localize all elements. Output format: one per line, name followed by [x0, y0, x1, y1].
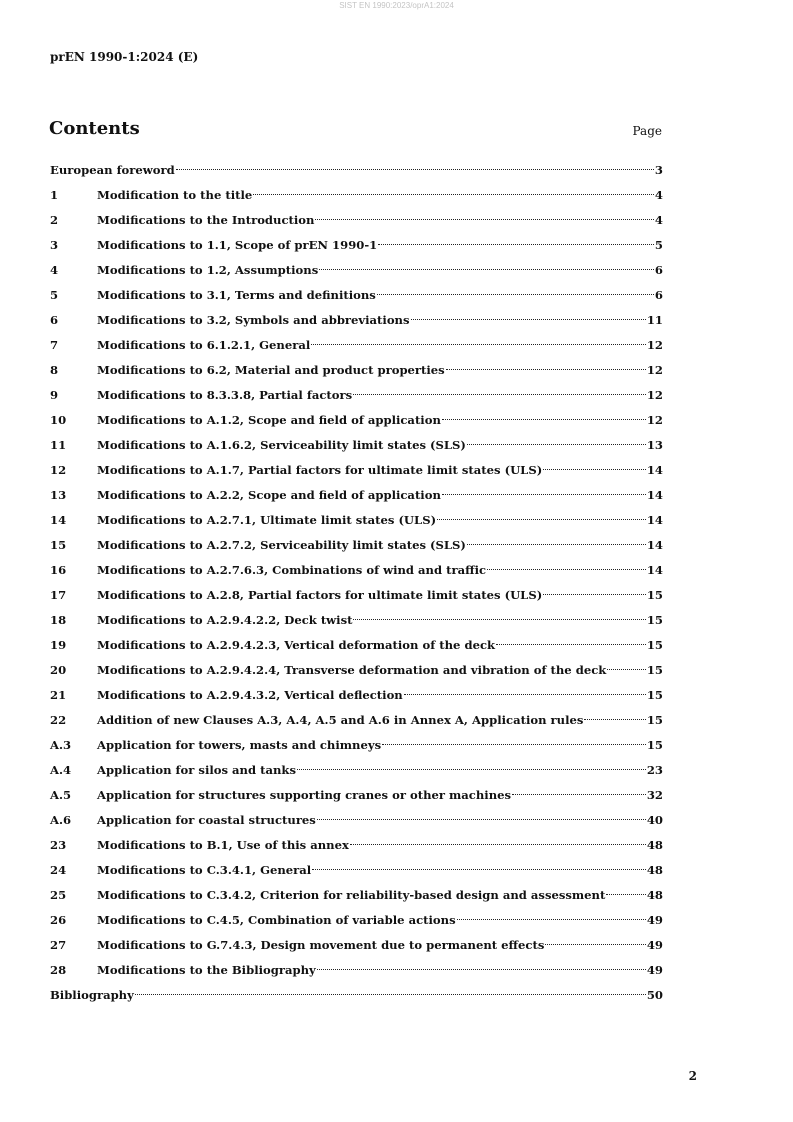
toc-entry-number: 14: [50, 513, 67, 527]
toc-entry-page: 14: [646, 563, 663, 577]
toc-entry-number: 13: [50, 488, 67, 502]
toc-entry[interactable]: [50, 208, 663, 233]
toc-dot-leader: [135, 993, 646, 995]
toc-entry-page: 15: [646, 663, 663, 677]
toc-entry-number: 26: [50, 913, 67, 927]
toc-entry[interactable]: [50, 708, 663, 733]
toc-entry-number: 11: [50, 438, 67, 452]
toc-entry[interactable]: [50, 783, 663, 808]
table-of-contents: [50, 158, 663, 1008]
toc-entry[interactable]: [50, 658, 663, 683]
toc-dot-leader: [543, 593, 646, 595]
toc-entry-title: Modifications to 1.1, Scope of prEN 1990-1: [97, 238, 378, 252]
toc-dot-leader: [467, 443, 646, 445]
toc-entry[interactable]: [50, 533, 663, 558]
toc-entry-page: 3: [654, 163, 663, 177]
toc-dot-leader: [317, 968, 646, 970]
toc-entry-title: European foreword: [50, 163, 175, 177]
toc-entry[interactable]: [50, 733, 663, 758]
watermark: SIST EN 1990:2023/oprA1:2024: [339, 1, 454, 10]
toc-entry-page: 32: [646, 788, 663, 802]
toc-dot-leader: [353, 393, 646, 395]
toc-entry[interactable]: [50, 383, 663, 408]
toc-entry-number: 6: [50, 313, 59, 327]
toc-entry-title: Addition of new Clauses A.3, A.4, A.5 and A.6 in Annex A, Application rules: [97, 713, 584, 727]
toc-dot-leader: [437, 518, 646, 520]
toc-entry[interactable]: [50, 508, 663, 533]
toc-entry-page: 12: [646, 388, 663, 402]
toc-entry-number: 12: [50, 463, 67, 477]
toc-entry-page: 15: [646, 688, 663, 702]
toc-dot-leader: [315, 218, 653, 220]
toc-dot-leader: [411, 318, 646, 320]
toc-entry-title: Modifications to B.1, Use of this annex: [97, 838, 349, 852]
toc-dot-leader: [253, 193, 654, 195]
toc-dot-leader: [319, 268, 654, 270]
toc-entry-number: 9: [50, 388, 59, 402]
toc-entry-number: 4: [50, 263, 59, 277]
toc-entry[interactable]: [50, 633, 663, 658]
toc-entry-title: Modification to the title: [97, 188, 253, 202]
toc-entry-title: Modifications to A.2.7.6.3, Combinations of wind and traffic: [97, 563, 487, 577]
toc-entry-title: Modifications to 1.2, Assumptions: [97, 263, 319, 277]
toc-entry-page: 48: [646, 863, 663, 877]
toc-entry-title: Modifications to C.3.4.1, General: [97, 863, 312, 877]
toc-entry-title: Bibliography: [50, 988, 134, 1002]
toc-entry[interactable]: [50, 158, 663, 183]
toc-entry-page: 14: [646, 513, 663, 527]
toc-entry-page: 15: [646, 738, 663, 752]
toc-entry-number: 10: [50, 413, 67, 427]
toc-entry-number: 25: [50, 888, 67, 902]
toc-entry-page: 15: [646, 613, 663, 627]
toc-entry-number: 18: [50, 613, 67, 627]
toc-entry-number: 21: [50, 688, 67, 702]
toc-entry-page: 50: [646, 988, 663, 1002]
toc-entry[interactable]: [50, 683, 663, 708]
toc-dot-leader: [312, 868, 646, 870]
toc-entry-page: 49: [646, 963, 663, 977]
toc-entry-page: 4: [654, 213, 663, 227]
toc-entry-title: Modifications to 3.1, Terms and definitions: [97, 288, 376, 302]
page-column-label: Page: [632, 124, 662, 138]
toc-entry-title: Modifications to C.4.5, Combination of variable actions: [97, 913, 456, 927]
toc-dot-leader: [353, 618, 645, 620]
toc-entry-page: 15: [646, 588, 663, 602]
toc-entry-page: 6: [654, 263, 663, 277]
toc-entry-page: 11: [646, 313, 663, 327]
toc-entry-page: 13: [646, 438, 663, 452]
toc-entry[interactable]: [50, 808, 663, 833]
toc-dot-leader: [487, 568, 646, 570]
toc-entry[interactable]: [50, 408, 663, 433]
toc-entry[interactable]: [50, 758, 663, 783]
toc-entry-number: 20: [50, 663, 67, 677]
toc-entry-number: 27: [50, 938, 67, 952]
toc-entry[interactable]: [50, 858, 663, 883]
toc-entry-number: 24: [50, 863, 67, 877]
toc-dot-leader: [606, 893, 646, 895]
toc-entry-number: 23: [50, 838, 67, 852]
toc-entry-title: Application for coastal structures: [97, 813, 316, 827]
page-number: 2: [688, 1069, 697, 1083]
toc-dot-leader: [545, 943, 646, 945]
toc-entry-number: A.6: [50, 813, 72, 827]
toc-dot-leader: [496, 643, 646, 645]
toc-entry-title: Modifications to A.2.7.1, Ultimate limit states (ULS): [97, 513, 437, 527]
toc-entry-title: Modifications to A.2.9.4.3.2, Vertical deflection: [97, 688, 403, 702]
toc-entry-page: 49: [646, 938, 663, 952]
toc-entry-title: Application for structures supporting cranes or other machines: [97, 788, 512, 802]
toc-dot-leader: [377, 293, 654, 295]
toc-entry-number: 2: [50, 213, 59, 227]
toc-entry-page: 48: [646, 838, 663, 852]
toc-entry-title: Modifications to A.2.9.4.2.3, Vertical deformation of the deck: [97, 638, 496, 652]
toc-entry-title: Application for silos and tanks: [97, 763, 296, 777]
toc-entry-title: Modifications to G.7.4.3, Design movement due to permanent effects: [97, 938, 545, 952]
toc-dot-leader: [382, 743, 646, 745]
toc-entry-title: Modifications to C.3.4.2, Criterion for reliability-based design and assessment: [97, 888, 606, 902]
toc-entry-page: 14: [646, 488, 663, 502]
toc-dot-leader: [317, 818, 646, 820]
toc-entry-number: 17: [50, 588, 67, 602]
toc-entry-title: Modifications to the Introduction: [97, 213, 315, 227]
toc-entry[interactable]: [50, 933, 663, 958]
toc-entry[interactable]: [50, 883, 663, 908]
toc-entry-page: 23: [646, 763, 663, 777]
toc-entry-number: 22: [50, 713, 67, 727]
toc-entry-title: Modifications to 3.2, Symbols and abbreviations: [97, 313, 410, 327]
toc-entry-title: Modifications to A.2.9.4.2.2, Deck twist: [97, 613, 353, 627]
toc-entry[interactable]: [50, 433, 663, 458]
toc-entry-number: A.3: [50, 738, 72, 752]
toc-dot-leader: [378, 243, 654, 245]
toc-entry-title: Modifications to A.1.7, Partial factors for ultimate limit states (ULS): [97, 463, 543, 477]
toc-entry[interactable]: [50, 958, 663, 983]
toc-entry-number: 7: [50, 338, 59, 352]
toc-dot-leader: [584, 718, 645, 720]
toc-entry-page: 12: [646, 413, 663, 427]
toc-entry-title: Modifications to A.2.2, Scope and field of application: [97, 488, 441, 502]
toc-entry-number: 3: [50, 238, 59, 252]
toc-entry[interactable]: [50, 908, 663, 933]
toc-entry-page: 4: [654, 188, 663, 202]
toc-dot-leader: [543, 468, 646, 470]
toc-entry-page: 14: [646, 538, 663, 552]
toc-entry[interactable]: [50, 583, 663, 608]
toc-entry-page: 5: [654, 238, 663, 252]
toc-entry-title: Modifications to A.1.2, Scope and field of application: [97, 413, 441, 427]
toc-entry[interactable]: [50, 183, 663, 208]
toc-entry-title: Application for towers, masts and chimneys: [97, 738, 382, 752]
toc-entry-title: Modifications to A.2.8, Partial factors for ultimate limit states (ULS): [97, 588, 543, 602]
toc-entry[interactable]: [50, 558, 663, 583]
toc-entry-page: 12: [646, 338, 663, 352]
toc-entry-number: 16: [50, 563, 67, 577]
toc-entry[interactable]: [50, 308, 663, 333]
toc-entry[interactable]: [50, 983, 663, 1008]
toc-dot-leader: [457, 918, 646, 920]
page-title: Contents: [49, 118, 140, 139]
toc-entry[interactable]: [50, 333, 663, 358]
toc-dot-leader: [311, 343, 646, 345]
toc-entry[interactable]: [50, 358, 663, 383]
toc-entry-number: 19: [50, 638, 67, 652]
toc-entry-number: 5: [50, 288, 59, 302]
toc-entry-title: Modifications to the Bibliography: [97, 963, 316, 977]
toc-entry-page: 15: [646, 638, 663, 652]
toc-entry[interactable]: [50, 833, 663, 858]
toc-entry-number: A.5: [50, 788, 72, 802]
toc-dot-leader: [404, 693, 646, 695]
toc-entry-number: 1: [50, 188, 59, 202]
toc-dot-leader: [467, 543, 646, 545]
toc-entry-title: Modifications to A.2.9.4.2.4, Transverse deformation and vibration of the deck: [97, 663, 607, 677]
toc-dot-leader: [446, 368, 646, 370]
toc-entry-page: 48: [646, 888, 663, 902]
toc-entry[interactable]: [50, 258, 663, 283]
toc-dot-leader: [512, 793, 646, 795]
toc-dot-leader: [176, 168, 654, 170]
toc-entry[interactable]: [50, 283, 663, 308]
toc-entry[interactable]: [50, 608, 663, 633]
toc-entry-number: A.4: [50, 763, 72, 777]
toc-entry[interactable]: [50, 458, 663, 483]
toc-entry-title: Modifications to A.2.7.2, Serviceability limit states (SLS): [97, 538, 466, 552]
toc-entry-page: 6: [654, 288, 663, 302]
toc-entry-page: 15: [646, 713, 663, 727]
toc-dot-leader: [442, 418, 646, 420]
toc-entry-number: 15: [50, 538, 67, 552]
toc-entry-title: Modifications to 8.3.3.8, Partial factors: [97, 388, 353, 402]
toc-entry-page: 40: [646, 813, 663, 827]
toc-dot-leader: [350, 843, 646, 845]
toc-dot-leader: [297, 768, 646, 770]
toc-entry-title: Modifications to 6.1.2.1, General: [97, 338, 311, 352]
toc-entry-title: Modifications to A.1.6.2, Serviceability limit states (SLS): [97, 438, 466, 452]
toc-entry-title: Modifications to 6.2, Material and product properties: [97, 363, 445, 377]
toc-entry-page: 14: [646, 463, 663, 477]
document-id: prEN 1990-1:2024 (E): [50, 50, 199, 64]
toc-dot-leader: [442, 493, 646, 495]
toc-entry-number: 28: [50, 963, 67, 977]
toc-entry[interactable]: [50, 233, 663, 258]
toc-dot-leader: [607, 668, 646, 670]
toc-entry-page: 12: [646, 363, 663, 377]
toc-entry-number: 8: [50, 363, 59, 377]
toc-entry[interactable]: [50, 483, 663, 508]
toc-entry-page: 49: [646, 913, 663, 927]
